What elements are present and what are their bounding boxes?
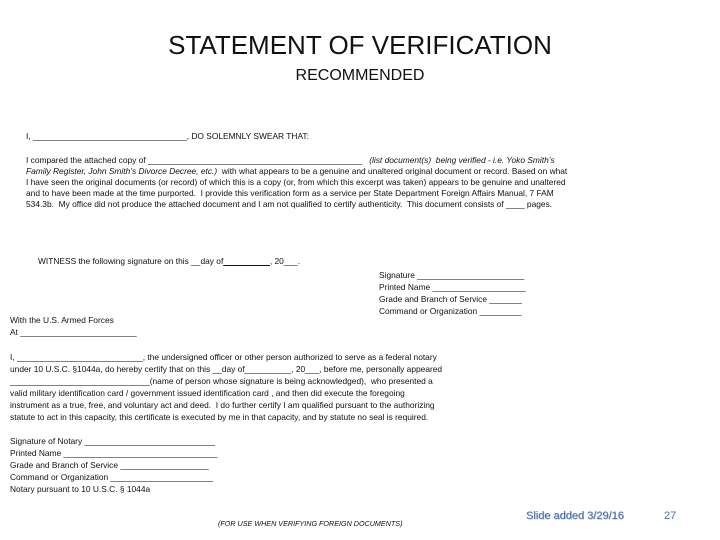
notary-grade-branch-field: Grade and Branch of Service ___________________ (10, 460, 209, 470)
verification-line-4: and to have been made at the time purported. I provide this verification form as a service per State Department Foreign Affairs Manual, 7 FAM (26, 188, 554, 198)
notary-line-2: under 10 U.S.C. §1044a, do hereby certify that on this __day of__________, 20___, before me, personally appeared (10, 364, 443, 374)
verification-line-1-prefix: I compared the attached copy of ______________________________________________ (26, 155, 363, 165)
slide-added-label: Slide added 3/29/16 (526, 510, 624, 522)
notary-line-1: I, ___________________________, the undersigned officer or other person authorized to serve as a federal notary (10, 352, 437, 362)
oath-line: I, _________________________________, DO SOLEMNLY SWEAR THAT: (26, 131, 309, 141)
verification-line-2-italic: Family Register, John Smith’s Divorce Decree, etc.) (26, 166, 218, 176)
notary-authority: Notary pursuant to 10 U.S.C. § 1044a (10, 484, 151, 494)
witness-suffix: , 20___. (269, 256, 301, 266)
page-number: 27 (664, 510, 677, 522)
witness-prefix: WITNESS the following signature on this __day of (38, 256, 224, 266)
witness-line (38, 256, 300, 267)
verification-line-2-rest: with what appears to be a genuine and unaltered original document or record. Based on what (217, 166, 568, 176)
verification-line-2 (26, 166, 567, 177)
grade-branch-field: Grade and Branch of Service _______ (379, 294, 522, 304)
location-line-2: At _________________________ (10, 327, 137, 337)
command-field: Command or Organization _________ (379, 306, 522, 316)
notary-printed-name-field: Printed Name _________________________________ (10, 448, 218, 458)
location-line-1: With the U.S. Armed Forces (10, 315, 114, 325)
verification-line-3: I have seen the original documents (or record) of which this is a copy (or, from which this excerpt was taken) appears to be genuine and unaltered (26, 177, 566, 187)
notary-command-field: Command or Organization ______________________ (10, 472, 214, 482)
printed-name-field: Printed Name ____________________ (379, 282, 526, 292)
document-title: STATEMENT OF VERIFICATION (168, 30, 552, 60)
verification-line-5: 534.3b. My office did not produce the attached document and I am not qualified to certify authenticity. This document consists of ____ pages. (26, 199, 553, 209)
signature-field: Signature _______________________ (379, 270, 525, 280)
notary-line-5: instrument as a true, free, and voluntary act and deed. I do further certify I am qualified pursuant to the authorizing (10, 400, 435, 410)
notary-line-6: statute to act in this capacity, this certificate is executed by me in that capacity, and by statute no seal is required. (10, 412, 429, 422)
witness-month-blank: __________ (223, 256, 270, 266)
notary-signature-field: Signature of Notary ____________________________ (10, 436, 215, 446)
document-subtitle: RECOMMENDED (295, 67, 425, 84)
notary-line-3: ______________________________(name of person whose signature is being acknowledged), who presented a (10, 376, 433, 386)
notary-line-4: valid military identification card / government issued identification card , and then did execute the foregoing (10, 388, 405, 398)
footer-note: (FOR USE WHEN VERIFYING FOREIGN DOCUMENTS) (218, 519, 403, 528)
verification-line-1-italic: (list document(s) being verified - i.e. Yoko Smith’s (362, 155, 555, 165)
verification-line-1 (26, 155, 555, 166)
